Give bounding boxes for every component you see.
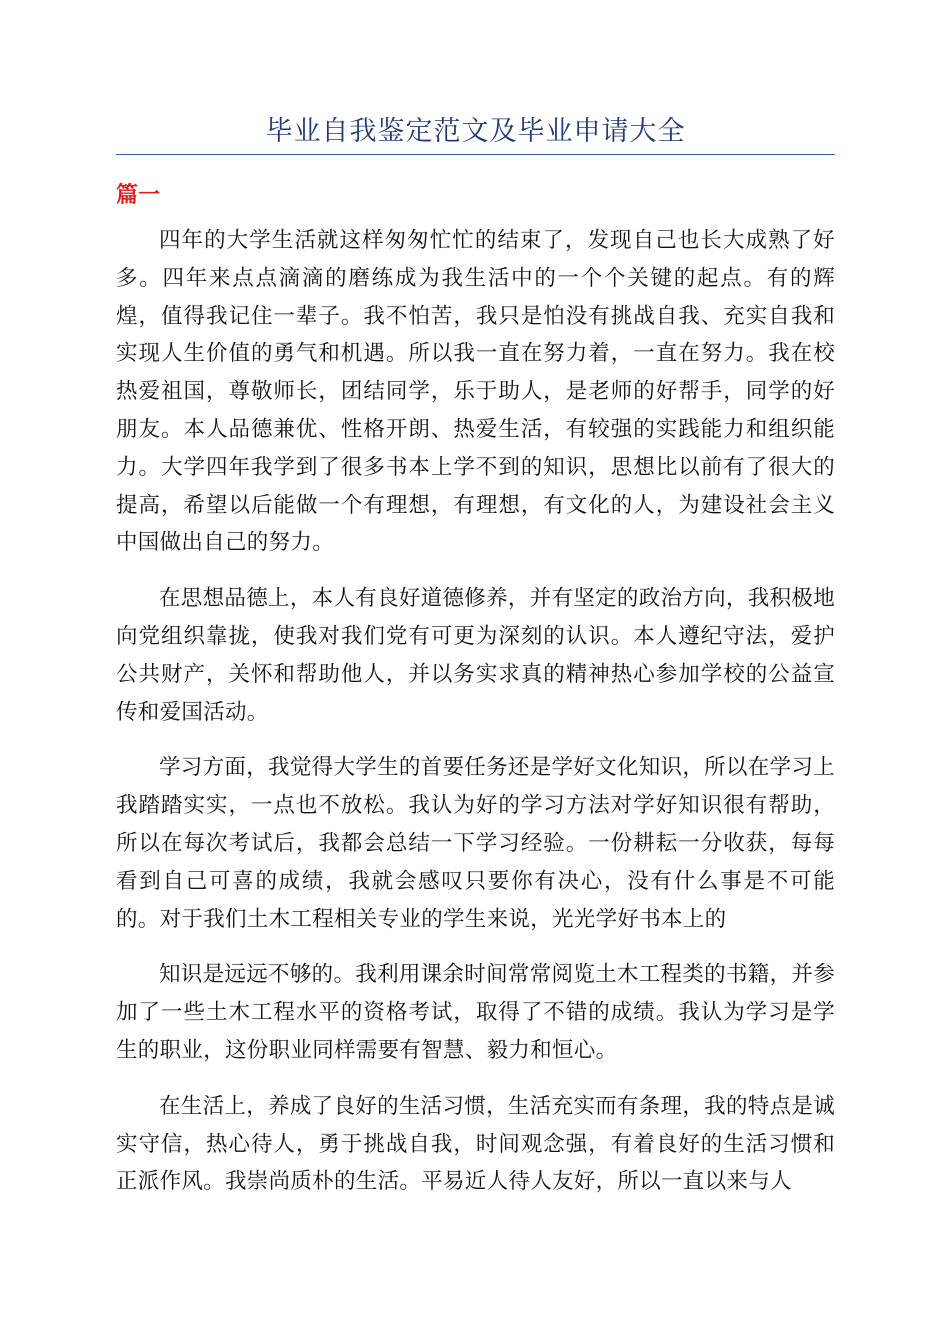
section-heading: 篇一: [116, 183, 161, 208]
paragraph-5: 在生活上，养成了良好的生活习惯，生活充实而有条理，我的特点是诚实守信，热心待人，勇于挑战自我，时间观念强，有着良好的生活习惯和正派作风。我崇尚质朴的生活。平易近人待人友好，所以一直以来与人: [116, 1093, 835, 1195]
document-title: 毕业自我鉴定范文及毕业申请大全: [265, 116, 686, 147]
paragraph-2: 在思想品德上，本人有良好道德修养，并有坚定的政治方向，我积极地向党组织靠拢，使我对我们党有可更为深刻的认识。本人遵纪守法，爱护公共财产，关怀和帮助他人，并以务实求真的精神热心参加学校的公益宣传和爱国活动。: [116, 586, 835, 725]
paragraph-1: 四年的大学生活就这样匆匆忙忙的结束了，发现自己也长大成熟了好多。四年来点点滴滴的磨练成为我生活中的一个个关键的起点。有的辉煌，值得我记住一辈子。我不怕苦，我只是怕没有挑战自我、充实自我和实现人生价值的勇气和机遇。所以我一直在努力着，一直在努力。我在校热爱祖国，尊敬师长，团结同学，乐于助人，是老师的好帮手，同学的好朋友。本人品德兼优、性格开朗、热爱生活，有较强的实践能力和组织能力。大学四年我学到了很多书本上学不到的知识，思想比以前有了很大的提高，希望以后能做一个有理想，有理想，有文化的人，为建设社会主义中国做出自己的努力。: [116, 228, 835, 556]
paragraph-4: 知识是远远不够的。我利用课余时间常常阅览土木工程类的书籍，并参加了一些土木工程水平的资格考试，取得了不错的成绩。我认为学习是学生的职业，这份职业同样需要有智慧、毅力和恒心。: [116, 962, 835, 1063]
title-underline: [116, 154, 835, 155]
paragraph-3: 学习方面，我觉得大学生的首要任务还是学好文化知识，所以在学习上我踏踏实实，一点也不放松。我认为好的学习方法对学好知识很有帮助，所以在每次考试后，我都会总结一下学习经验。一份耕耘一分收获，每每看到自己可喜的成绩，我就会感叹只要你有决心，没有什么事是不可能的。对于我们土木工程相关专业的学生来说，光光学好书本上的: [116, 755, 835, 932]
document-body: [116, 222, 835, 1219]
